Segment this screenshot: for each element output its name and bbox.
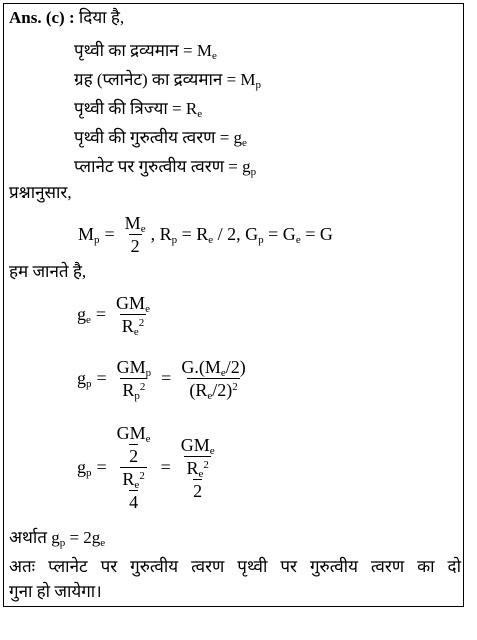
fraction-gme-over-re2: $\frac{GM_e}{R_e^2}$	[116, 293, 150, 338]
fraction-substituted: $\frac{G.(M_e/2)}{(R_e/2)^2}$	[181, 357, 246, 402]
result-line: अर्थात $g_p = 2g_e$	[9, 528, 106, 549]
equation-gp: $g_p$ = $\frac{GM_p}{R_p^2}$ = $\frac{G.(M_e/2)}{(R_e/2)^2}$	[77, 357, 246, 402]
equation-gp-simplified: $g_p$ = $GM_e$ 2 $\frac{R_e^2}{4}$ = $\frac{GM_e}{\frac{R_e^2}{2}}$	[77, 423, 215, 512]
given-planet-gravity: प्लानेट पर गुरुत्वीय त्वरण = $g_p$	[74, 157, 257, 178]
conclusion-line-2: गुना हो जायेगा।	[9, 582, 102, 601]
know-label: हम जानते है,	[9, 262, 87, 281]
given-earth-mass: पृथ्वी का द्रव्यमान = $M_e$	[74, 41, 217, 62]
given-earth-radius: पृथ्वी की त्रिज्या = $R_e$	[74, 99, 203, 120]
answer-box	[3, 3, 464, 607]
according-label: प्रश्नानुसार,	[9, 183, 72, 202]
answer-label: Ans. (c) :	[9, 8, 75, 27]
answer-intro: दिया है,	[74, 8, 125, 27]
given-planet-mass: ग्रह (प्लानेट) का द्रव्यमान = $M_p$	[74, 70, 262, 91]
conclusion-line-1: अतः प्लानेट पर गुरुत्वीय त्वरण पृथ्वी पर गुरुत्वीय त्वरण का दो	[9, 557, 461, 576]
fraction-gme-over-re2-half: $\frac{GM_e}{\frac{R_e^2}{2}}$	[180, 434, 215, 501]
fraction-gmp-over-rp2: $\frac{GM_p}{R_p^2}$	[116, 357, 152, 402]
answer-heading	[9, 8, 124, 28]
fraction-me-over-2: $\frac{M_e}{2}$	[124, 213, 146, 256]
equation-ge: $g_e$ = $\frac{GM_e}{R_e^2}$	[77, 293, 150, 338]
compound-fraction: $GM_e$ 2 $\frac{R_e^2}{4}$	[116, 423, 151, 512]
equation-given-relations: $M_p$ = $\frac{M_e}{2}$ , $R_p = R_e / 2$, $G_p = G_e = G$	[78, 213, 333, 256]
given-earth-gravity: पृथ्वी की गुरुत्वीय त्वरण = $g_e$	[74, 128, 247, 149]
